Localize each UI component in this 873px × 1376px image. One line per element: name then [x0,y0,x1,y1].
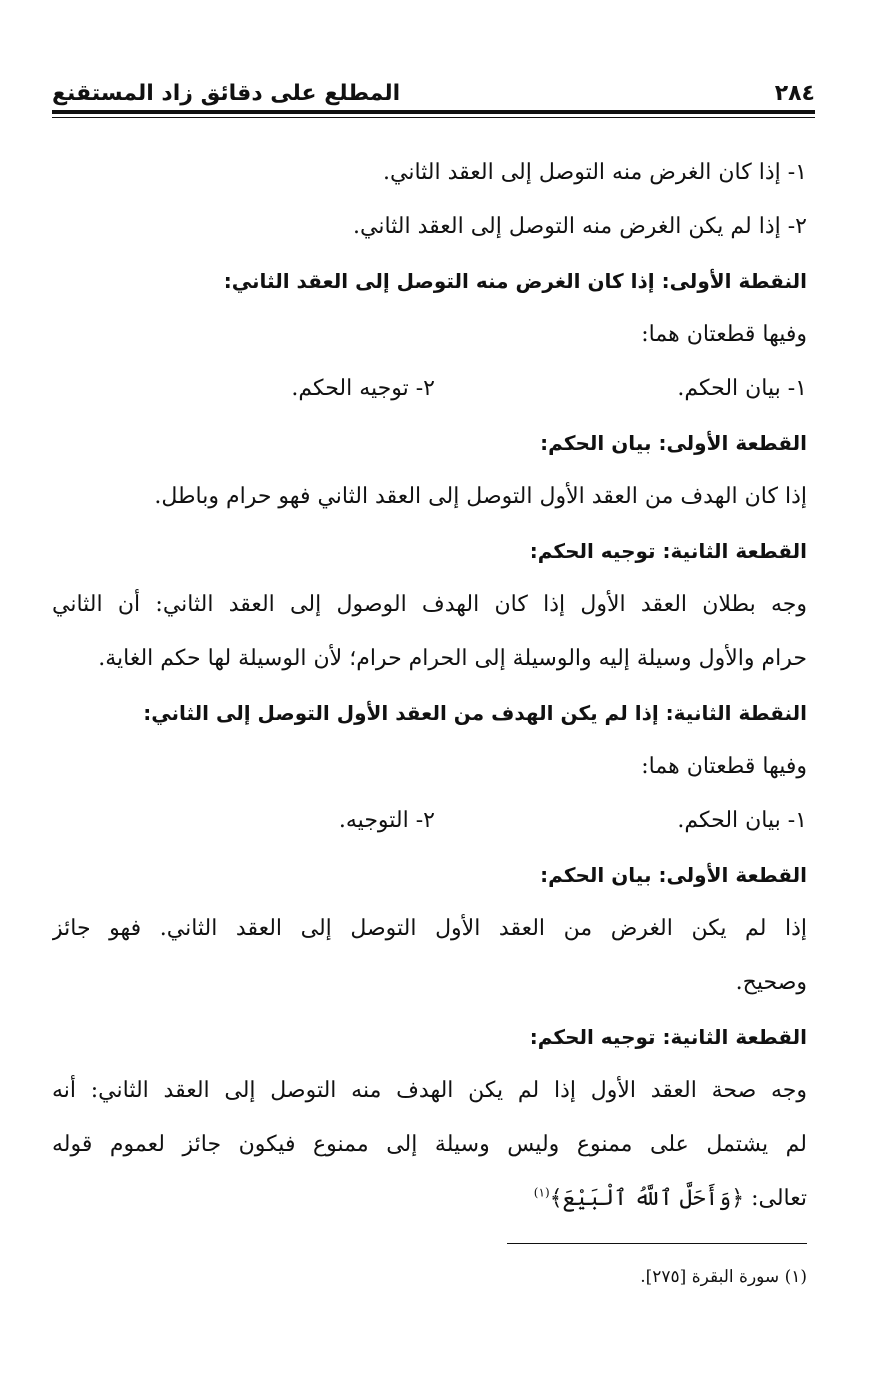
text-line: وفيها قطعتان هما: [641,322,807,347]
verse-line [52,1172,807,1226]
enumeration-item: ١- بيان الحكم. [677,376,807,401]
subsection-heading: القطعة الثانية: توجيه الحكم: [529,539,807,563]
quran-verse: ﴿وَأَحَلَّ ٱللَّهُ ٱلْبَيْعَ﴾ [549,1186,745,1211]
book-title: المطلع على دقائق زاد المستقنع [52,81,401,106]
page-header [52,70,815,106]
text-line: وفيها قطعتان هما: [641,754,807,779]
subsection-heading: القطعة الأولى: بيان الحكم: [540,863,807,887]
text-line: إذا لم يكن الغرض من العقد الأول التوصل إلى العقد الثاني. فهو جائز [52,916,807,941]
enumeration-item: ١- بيان الحكم. [677,808,807,833]
text-line: وجه صحة العقد الأول إذا لم يكن الهدف منه التوصل إلى العقد الثاني: أنه [52,1078,807,1103]
verse-intro: تعالى: [751,1186,807,1211]
text-line: ٢- إذا لم يكن الغرض منه التوصل إلى العقد الثاني. [353,214,807,239]
subsection-heading: القطعة الثانية: توجيه الحكم: [529,1025,807,1049]
section-heading: النقطة الثانية: إذا لم يكن الهدف من العقد الأول التوصل إلى الثاني: [143,701,807,725]
header-rule-thin [52,117,815,118]
text-line: إذا كان الهدف من العقد الأول التوصل إلى العقد الثاني فهو حرام وباطل. [154,484,807,509]
enumeration-row [52,794,807,848]
header-rule-thick [52,110,815,114]
enumeration-row [52,362,807,416]
text-line: وجه بطلان العقد الأول إذا كان الهدف الوصول إلى العقد الثاني: أن الثاني [52,592,807,617]
text-line: حرام والأول وسيلة إليه والوسيلة إلى الحرام حرام؛ لأن الوسيلة لها حكم الغاية. [98,646,807,671]
subsection-heading: القطعة الأولى: بيان الحكم: [540,431,807,455]
text-line: لم يشتمل على ممنوع وليس وسيلة إلى ممنوع فيكون جائز لعموم قوله [52,1132,807,1157]
enumeration-item: ٢- التوجيه. [338,808,435,833]
main-text [52,146,807,1226]
footnote: (١) سورة البقرة [٢٧٥]. [640,1267,807,1287]
footnote-marker: (١) [533,1185,550,1200]
text-line: وصحيح. [735,970,807,995]
text-line: ١- إذا كان الغرض منه التوصل إلى العقد الثاني. [383,160,807,185]
section-heading: النقطة الأولى: إذا كان الغرض منه التوصل إلى العقد الثاني: [223,269,807,293]
enumeration-item: ٢- توجيه الحكم. [291,376,435,401]
footnote-separator [507,1243,807,1244]
page-number: ٢٨٤ [774,81,815,106]
